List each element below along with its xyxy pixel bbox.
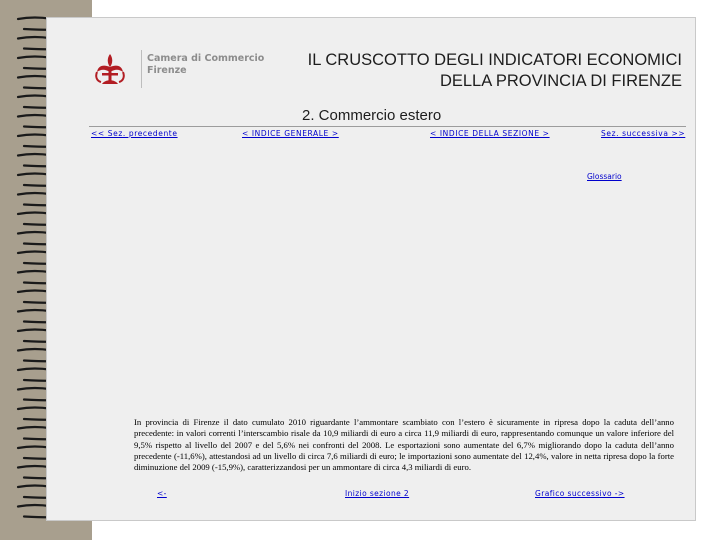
next-chart-link[interactable]: Grafico successivo -> bbox=[535, 489, 625, 498]
logo-text bbox=[147, 53, 264, 77]
section-start-link[interactable]: Inizio sezione 2 bbox=[345, 489, 410, 498]
prev-section-link[interactable]: << Sez. precedente bbox=[91, 129, 178, 138]
section-title: 2. Commercio estero bbox=[302, 107, 442, 124]
logo-line-1: Camera di Commercio bbox=[147, 53, 265, 64]
next-section-link[interactable]: Sez. successiva >> bbox=[601, 129, 686, 138]
general-index-link[interactable]: < INDICE GENERALE > bbox=[242, 129, 339, 138]
logo-line-2: Firenze bbox=[147, 65, 187, 76]
section-index-link[interactable]: < INDICE DELLA SEZIONE > bbox=[430, 129, 550, 138]
chamber-logo bbox=[89, 48, 265, 90]
title-line-2: DELLA PROVINCIA DI FIRENZE bbox=[439, 72, 682, 90]
page-title bbox=[308, 50, 682, 92]
glossary-link[interactable]: Glossario bbox=[587, 172, 622, 181]
commentary-paragraph: In provincia di Firenze il dato cumulato 2010 riguardante l’ammontare scambiato con l’estero è sicuramente in ripresa dopo la caduta dell’anno precedente: in valori correnti l’interscambio risale da 10,9 miliardi di euro a circa 11,9 miliardi di euro, rappresentando comunque un valore inferiore del 9,5% rispetto al livello del 2007 e del 5,6% nei confronti del 2008. Le esportazioni sono aumentate del 6,7% migliorando dopo la caduta dell’anno precedente (-11,6%), attestandosi ad un livello di circa 7,6 miliardi di euro; le importazioni sono aumentate del 12,4%, valore in netta ripresa dopo la forte diminuzione del 2009 (-15,9%), caratterizzandosi per un ammontare di circa 4,3 miliardi di euro. bbox=[134, 417, 674, 473]
title-line-1: IL CRUSCOTTO DEGLI INDICATORI ECONOMICI bbox=[307, 51, 682, 69]
back-link[interactable]: <- bbox=[157, 489, 167, 498]
header-divider bbox=[89, 126, 686, 127]
florence-lily-icon bbox=[89, 48, 131, 90]
logo-divider bbox=[141, 50, 142, 88]
